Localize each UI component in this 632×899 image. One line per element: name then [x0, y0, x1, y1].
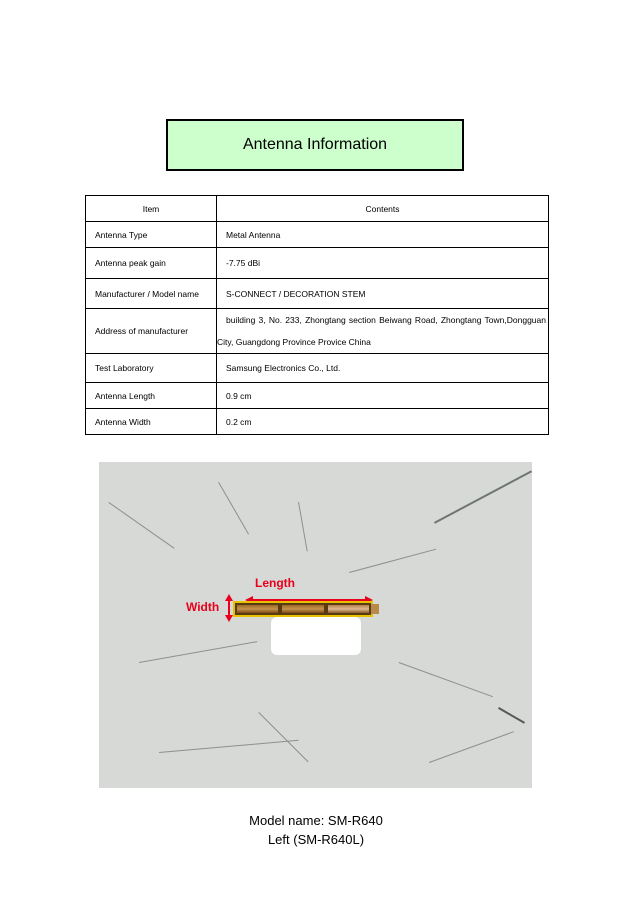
- row-value: 0.2 cm: [217, 409, 549, 435]
- antenna-tail: [371, 604, 379, 614]
- table-row: [86, 248, 549, 279]
- address-line-1: building 3, No. 233, Zhongtang section Beiwang Road, Zhongtang Town,Dongguan: [226, 315, 546, 325]
- row-value: S-CONNECT / DECORATION STEM: [217, 279, 549, 309]
- table-row: [86, 409, 549, 435]
- row-label: Antenna Type: [86, 222, 217, 248]
- row-value: Samsung Electronics Co., Ltd.: [217, 354, 549, 383]
- blanked-label: [271, 617, 361, 655]
- row-label: Antenna Width: [86, 409, 217, 435]
- row-label: Test Laboratory: [86, 354, 217, 383]
- page-title: Antenna Information: [242, 136, 388, 153]
- row-label: Antenna peak gain: [86, 248, 217, 279]
- row-label: Address of manufacturer: [86, 309, 217, 354]
- antenna-info-table: [85, 195, 549, 435]
- table-row: [86, 222, 549, 248]
- row-label: Manufacturer / Model name: [86, 279, 217, 309]
- row-value: 0.9 cm: [217, 383, 549, 409]
- caption-variant: Left (SM-R640L): [267, 832, 365, 847]
- antenna-photo: [99, 462, 532, 788]
- row-value-address: [217, 309, 549, 354]
- antenna-strip: [233, 601, 373, 617]
- caption-model-name: Model name: SM-R640: [249, 813, 383, 828]
- table-row: [86, 354, 549, 383]
- width-label: Width: [186, 600, 220, 614]
- table-row: [86, 279, 549, 309]
- address-line-2: City, Guangdong Province Provice China: [217, 337, 371, 347]
- length-label: Length: [255, 576, 295, 590]
- table-header-row: [86, 196, 549, 222]
- row-value: -7.75 dBi: [217, 248, 549, 279]
- header-contents: Contents: [217, 196, 549, 222]
- antenna-segment: [237, 605, 278, 613]
- antenna-segment: [328, 605, 369, 613]
- table-row: [86, 383, 549, 409]
- antenna-segment: [282, 605, 323, 613]
- row-value: Metal Antenna: [217, 222, 549, 248]
- title-box: [166, 119, 464, 171]
- row-label: Antenna Length: [86, 383, 217, 409]
- table-row: [86, 309, 549, 354]
- header-item: Item: [86, 196, 217, 222]
